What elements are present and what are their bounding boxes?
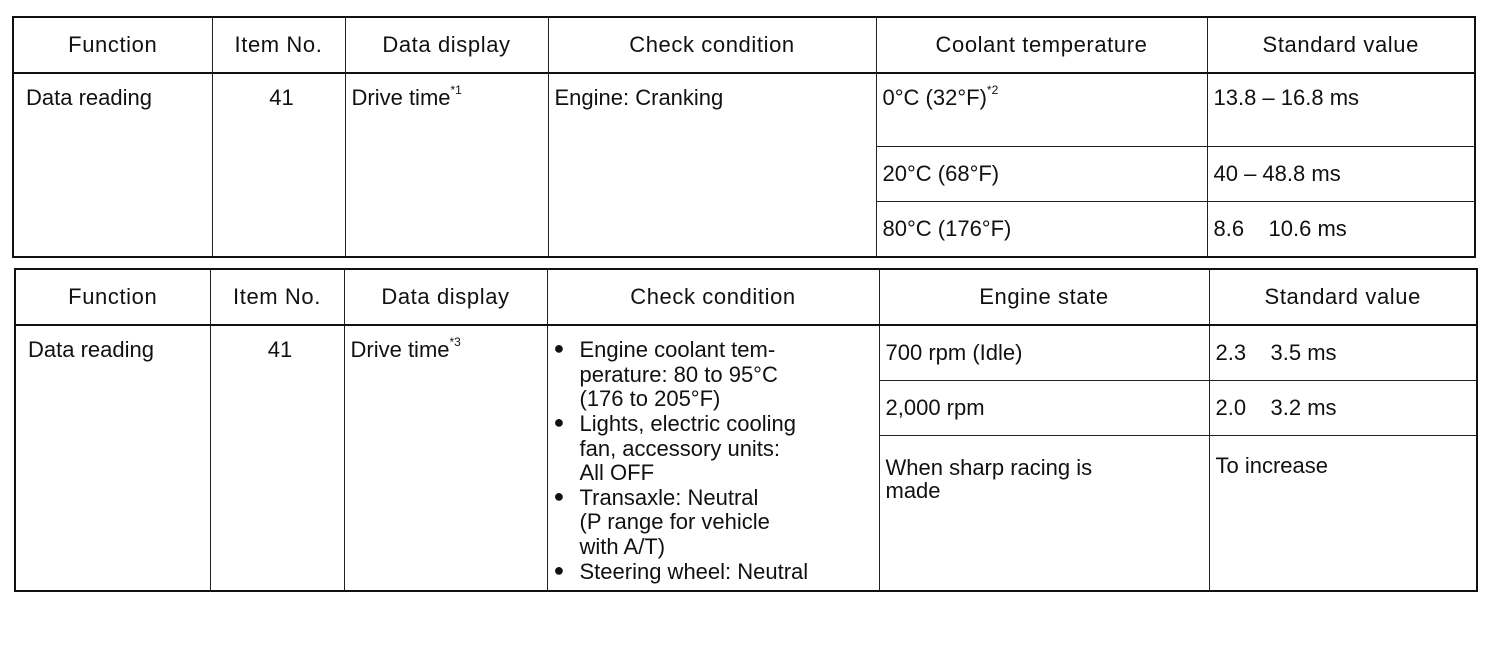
- check-condition-item: ● Lights, electric cooling fan, accessory units: All OFF: [552, 412, 875, 486]
- engine-state-cell: 700 rpm (Idle): [879, 325, 1209, 381]
- data-display-text: Drive time: [350, 337, 450, 362]
- coolant-temp-cell: 80°C (176°F): [876, 202, 1207, 258]
- standard-value-cell: To increase: [1209, 436, 1477, 592]
- data-display-text: Drive time: [351, 85, 451, 110]
- footnote-marker: *3: [449, 335, 461, 349]
- function-cell: Data reading: [13, 73, 212, 257]
- footnote-marker: *2: [986, 83, 999, 97]
- header-standard-value: Standard value: [1207, 17, 1475, 73]
- header-function: Function: [13, 17, 212, 73]
- header-function: Function: [15, 269, 210, 325]
- data-display-cell: [345, 73, 548, 257]
- footnote-marker: *1: [450, 83, 462, 97]
- standard-value-cell: 40 – 48.8 ms: [1207, 147, 1475, 202]
- item-no-cell: 41: [210, 325, 344, 591]
- coolant-temperature-table: [12, 16, 1476, 258]
- header-item-no: Item No.: [212, 17, 345, 73]
- coolant-temp-cell: [876, 73, 1207, 147]
- engine-state-table: [14, 268, 1478, 592]
- header-check-condition: Check condition: [547, 269, 879, 325]
- header-data-display: Data display: [345, 17, 548, 73]
- header-standard-value: Standard value: [1209, 269, 1477, 325]
- check-condition-cell: Engine: Cranking: [548, 73, 876, 257]
- function-cell: Data reading: [15, 325, 210, 591]
- coolant-temp-text: 0°C (32°F): [882, 85, 987, 110]
- check-condition-item: ● Steering wheel: Neutral: [552, 560, 875, 585]
- standard-value-cell: 13.8 – 16.8 ms: [1207, 73, 1475, 147]
- engine-state-cell: When sharp racing is made: [879, 436, 1209, 592]
- coolant-temp-cell: 20°C (68°F): [876, 147, 1207, 202]
- standard-value-cell: 2.3 3.5 ms: [1209, 325, 1477, 381]
- header-engine-state: Engine state: [879, 269, 1209, 325]
- header-data-display: Data display: [344, 269, 547, 325]
- check-condition-list: [552, 338, 875, 584]
- item-no-cell: 41: [212, 73, 345, 257]
- header-check-condition: Check condition: [548, 17, 876, 73]
- header-item-no: Item No.: [210, 269, 344, 325]
- engine-state-cell: 2,000 rpm: [879, 381, 1209, 436]
- check-condition-cell: [547, 325, 879, 591]
- check-condition-item: ● Transaxle: Neutral (P range for vehicle with A/T): [552, 486, 875, 560]
- check-condition-item: ● Engine coolant tem- perature: 80 to 95°C (176 to 205°F): [552, 338, 875, 412]
- data-display-cell: [344, 325, 547, 591]
- standard-value-cell: 8.6 10.6 ms: [1207, 202, 1475, 258]
- header-coolant-temperature: Coolant temperature: [876, 17, 1207, 73]
- standard-value-cell: 2.0 3.2 ms: [1209, 381, 1477, 436]
